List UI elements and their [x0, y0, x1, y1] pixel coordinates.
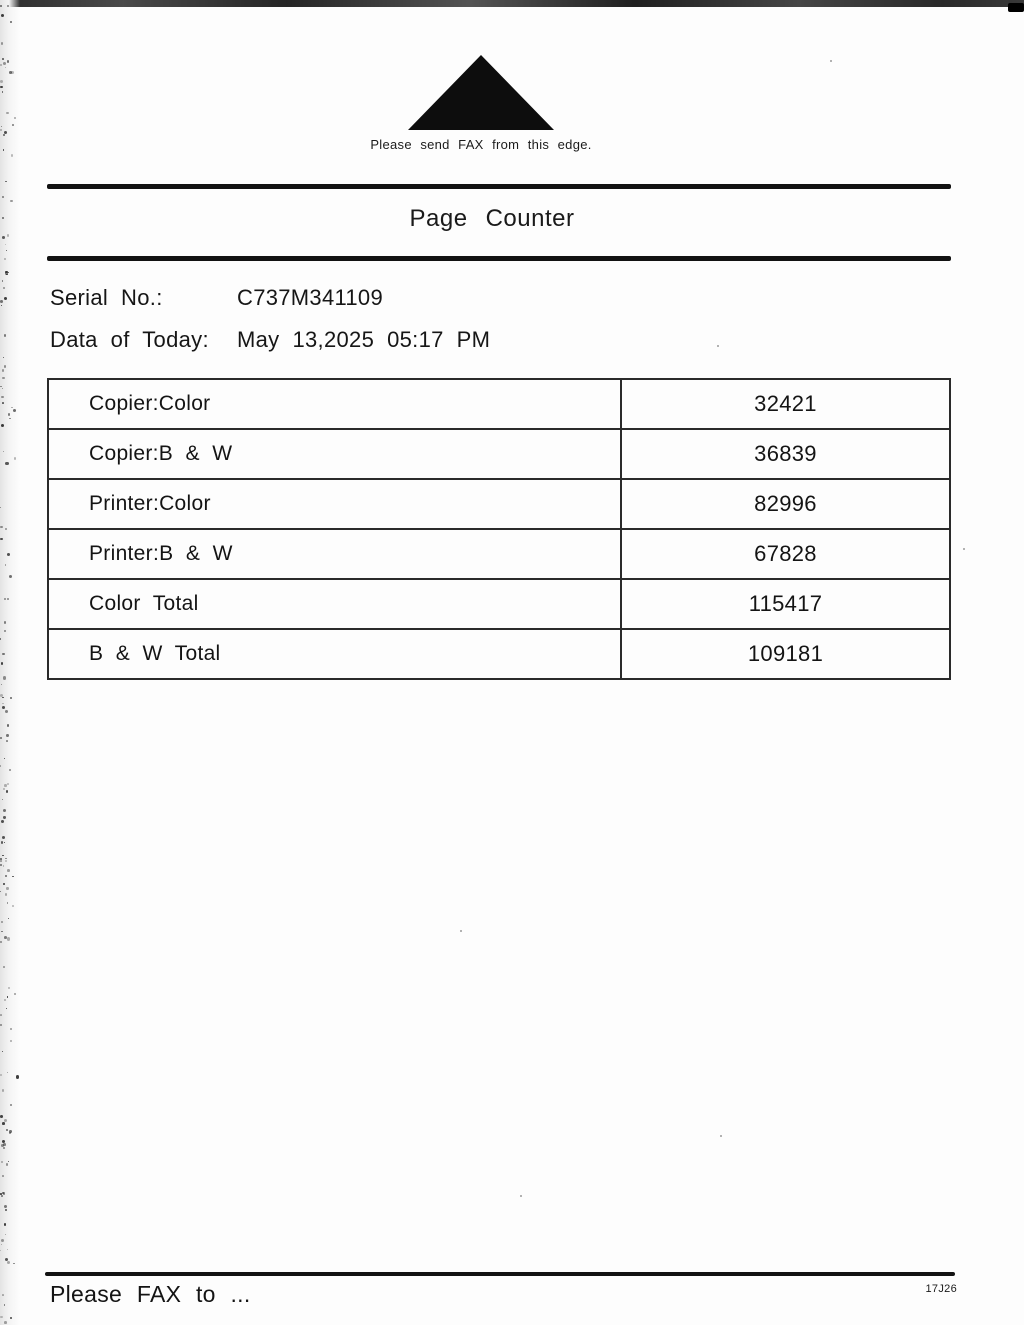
serial-number-row [50, 285, 750, 311]
table-row [48, 579, 950, 629]
scan-noise-speck [4, 131, 7, 134]
scan-noise-speck [2, 91, 3, 92]
page-counter-table [47, 378, 951, 680]
scan-noise-speck [14, 993, 16, 995]
scan-noise-speck [4, 621, 6, 623]
scan-noise-speck [717, 345, 719, 347]
scan-noise-speck [2, 697, 4, 699]
scan-noise-speck [0, 538, 3, 541]
counter-label: Copier:B & W [48, 429, 621, 479]
scan-noise-speck [9, 71, 12, 74]
scan-noise-speck [0, 80, 3, 83]
scan-noise-speck [720, 1135, 722, 1137]
scan-noise-speck [6, 250, 7, 251]
scan-noise-speck [3, 816, 5, 818]
scan-noise-speck [1, 1195, 3, 1197]
scan-noise-speck [5, 875, 7, 877]
scan-noise-speck [830, 60, 832, 62]
scan-noise-speck [2, 799, 4, 801]
counter-value: 32421 [621, 379, 950, 429]
scan-noise-speck [7, 937, 10, 940]
table-row [48, 629, 950, 679]
horizontal-rule-top [47, 184, 951, 189]
scan-noise-speck [5, 528, 7, 530]
scan-noise-speck [3, 966, 5, 968]
scan-noise-speck [7, 5, 9, 7]
scan-noise-speck [0, 300, 3, 303]
scan-noise-speck [1, 684, 2, 685]
scan-noise-speck [4, 842, 6, 844]
scan-noise-speck [2, 217, 5, 220]
scan-noise-speck [0, 1024, 2, 1026]
scan-noise-speck [5, 1234, 6, 1235]
scan-noise-speck [4, 758, 5, 759]
scan-noise-speck [3, 676, 6, 679]
scan-noise-speck [0, 526, 2, 528]
scan-noise-speck [6, 790, 8, 792]
scan-noise-speck [0, 64, 2, 66]
scan-noise-speck [0, 86, 2, 88]
counter-label: Printer:B & W [48, 529, 621, 579]
scan-noise-speck [1, 921, 3, 923]
scan-noise-speck [460, 930, 462, 932]
scan-noise-speck [0, 386, 2, 388]
scan-noise-speck [6, 1008, 7, 1009]
scan-noise-speck [3, 1143, 6, 1146]
serial-number-label: Serial No.: [50, 285, 163, 310]
scan-noise-speck [14, 457, 16, 459]
scan-noise-speck [5, 860, 7, 862]
scan-noise-speck [7, 724, 9, 726]
scan-noise-speck [1, 820, 4, 823]
table-row [48, 479, 950, 529]
scan-noise-speck [2, 1140, 5, 1143]
scan-noise-speck [5, 67, 6, 68]
scan-noise-speck [10, 1028, 12, 1030]
scan-noise-speck [3, 451, 4, 452]
scan-noise-speck [0, 1193, 2, 1195]
counter-value: 109181 [621, 629, 950, 679]
horizontal-rule-footer [45, 1272, 955, 1276]
counter-label: Copier:Color [48, 379, 621, 429]
scan-noise-speck [6, 734, 9, 737]
scan-noise-speck [2, 1089, 5, 1092]
scan-noise-speck [3, 134, 5, 136]
scan-noise-speck [3, 788, 5, 790]
scan-noise-speck [4, 1205, 7, 1208]
scan-noise-speck [10, 1104, 13, 1107]
scan-noise-speck [1, 305, 2, 306]
scan-noise-speck [3, 287, 5, 289]
scan-noise-speck [5, 893, 7, 895]
scan-noise-speck [13, 1263, 15, 1265]
scan-noise-speck [4, 297, 7, 300]
scan-noise-speck [3, 149, 5, 151]
scan-noise-speck [0, 638, 1, 639]
table-row [48, 529, 950, 579]
scan-noise-speck [5, 710, 8, 713]
scan-noise-speck [1, 14, 4, 17]
fax-edge-marker [350, 55, 612, 152]
scan-noise-speck [9, 1132, 11, 1134]
scan-noise-speck [12, 905, 14, 907]
scan-noise-speck [7, 553, 10, 556]
scan-noise-speck [7, 234, 9, 236]
serial-number-value: C737M341109 [237, 285, 383, 310]
scan-noise-speck [6, 740, 8, 742]
scan-noise-speck [14, 117, 16, 119]
scan-noise-speck [0, 737, 2, 739]
scan-noise-speck [7, 1072, 8, 1073]
scan-noise-speck [1, 931, 2, 932]
counter-label: Color Total [48, 579, 621, 629]
scan-noise-speck [5, 244, 6, 245]
scan-noise-speck [6, 112, 8, 114]
scan-noise-speck [4, 1304, 5, 1305]
horizontal-rule-under-title [47, 256, 951, 261]
scan-artifact-top-right-blob [1008, 3, 1024, 12]
scan-noise-speck [2, 836, 5, 839]
scan-noise-speck [1, 42, 4, 45]
scan-noise-speck [9, 575, 12, 578]
scan-noise-speck [4, 334, 7, 337]
scan-noise-speck [0, 129, 2, 131]
scan-noise-speck [8, 413, 11, 416]
scan-noise-speck [10, 1040, 12, 1042]
form-code: 17J26 [925, 1283, 957, 1295]
scan-noise-speck [13, 409, 16, 412]
fax-edge-caption: Please send FAX from this edge. [370, 137, 592, 152]
scan-noise-speck [12, 876, 13, 877]
scan-noise-speck [0, 1115, 3, 1118]
scan-noise-speck [7, 60, 9, 62]
table-row [48, 379, 950, 429]
scan-noise-speck [4, 999, 6, 1001]
scan-noise-speck [7, 1261, 10, 1264]
scan-noise-speck [2, 653, 5, 656]
scan-noise-speck [3, 357, 4, 358]
scan-noise-speck [0, 507, 1, 508]
scan-noise-speck [8, 1161, 9, 1162]
scan-noise-speck [520, 1195, 522, 1197]
table-row [48, 429, 950, 479]
scan-noise-speck [1, 1244, 2, 1245]
scan-noise-speck [2, 1175, 4, 1177]
scan-noise-speck [0, 891, 1, 892]
scan-noise-speck [2, 196, 4, 198]
scan-noise-speck [0, 1014, 2, 1016]
date-row [50, 327, 750, 353]
scan-artifact-top-edge [0, 0, 1024, 7]
scan-noise-speck [7, 1249, 8, 1250]
scan-noise-speck [3, 809, 6, 812]
scan-noise-speck [7, 902, 9, 904]
scan-noise-speck [7, 598, 9, 600]
scan-noise-speck [3, 1147, 5, 1149]
scan-noise-speck [4, 1223, 7, 1226]
scan-noise-speck [4, 365, 7, 368]
scan-noise-speck [4, 936, 7, 939]
device-info-block [50, 285, 750, 369]
scan-noise-speck [7, 783, 9, 785]
scan-noise-speck [0, 1250, 1, 1251]
scan-noise-speck [4, 1321, 7, 1324]
scan-noise-speck [12, 124, 14, 126]
scan-noise-speck [0, 1316, 3, 1319]
scan-noise-speck [5, 181, 6, 182]
scan-noise-speck [0, 765, 1, 766]
scan-noise-speck [9, 769, 11, 771]
fax-to-note: Please FAX to ... [50, 1281, 251, 1307]
fax-edge-triangle-icon [408, 55, 554, 130]
scan-noise-speck [2, 58, 4, 60]
date-label: Data of Today: [50, 327, 209, 352]
page-title: Page Counter [409, 205, 575, 232]
scan-noise-speck [2, 369, 4, 371]
scan-noise-speck [6, 887, 8, 889]
scan-noise-speck [1, 424, 4, 427]
scan-noise-speck [2, 280, 3, 281]
scan-noise-speck [1, 662, 3, 664]
scan-noise-speck [2, 388, 3, 389]
counter-value: 115417 [621, 579, 950, 629]
scan-noise-speck [5, 271, 8, 274]
scan-noise-speck [2, 855, 4, 857]
scan-noise-speck [1, 396, 3, 398]
scan-noise-speck [3, 62, 6, 65]
scan-noise-speck [963, 548, 965, 550]
scan-noise-speck [3, 883, 5, 885]
counter-value: 36839 [621, 429, 950, 479]
scan-noise-speck [5, 1209, 7, 1211]
scan-noise-speck [16, 1075, 19, 1078]
scan-noise-speck [10, 200, 12, 202]
scan-noise-speck [0, 1074, 2, 1076]
scan-noise-speck [0, 860, 2, 862]
scan-noise-speck [5, 858, 7, 860]
scan-noise-speck [1, 1161, 3, 1163]
scan-noise-speck [9, 418, 11, 420]
date-value: May 13,2025 05:17 PM [237, 327, 491, 352]
scan-noise-speck [7, 869, 10, 872]
scan-noise-speck [1, 126, 2, 127]
scan-noise-speck [5, 564, 6, 565]
scan-noise-speck [2, 1294, 4, 1296]
scan-noise-speck [4, 630, 6, 632]
scan-noise-speck [4, 258, 6, 260]
scan-noise-speck [11, 154, 14, 157]
scan-noise-speck [2, 1122, 5, 1125]
scan-noise-speck [10, 697, 12, 699]
scan-noise-speck [10, 21, 12, 23]
scan-noise-speck [2, 377, 5, 380]
scan-noise-speck [7, 996, 8, 997]
scan-noise-speck [1, 1239, 4, 1242]
scan-noise-speck [5, 462, 8, 465]
counter-label: B & W Total [48, 629, 621, 679]
scan-noise-speck [11, 407, 13, 409]
scan-noise-speck [2, 402, 4, 404]
scan-noise-speck [2, 706, 5, 709]
scan-noise-speck [8, 918, 9, 919]
scan-noise-speck [2, 236, 5, 239]
scan-artifact-left-edge [0, 0, 20, 1325]
scan-noise-speck [0, 941, 2, 943]
scan-noise-speck [6, 1129, 9, 1132]
scan-noise-speck [8, 987, 9, 988]
scan-noise-speck [10, 1317, 12, 1319]
counter-value: 82996 [621, 479, 950, 529]
scan-noise-speck [3, 865, 5, 867]
counter-value: 67828 [621, 529, 950, 579]
scan-noise-speck [2, 1051, 3, 1052]
scan-noise-speck [6, 1163, 8, 1165]
counter-label: Printer:Color [48, 479, 621, 529]
scan-noise-speck [2, 703, 3, 704]
scan-noise-speck [0, 5, 2, 7]
